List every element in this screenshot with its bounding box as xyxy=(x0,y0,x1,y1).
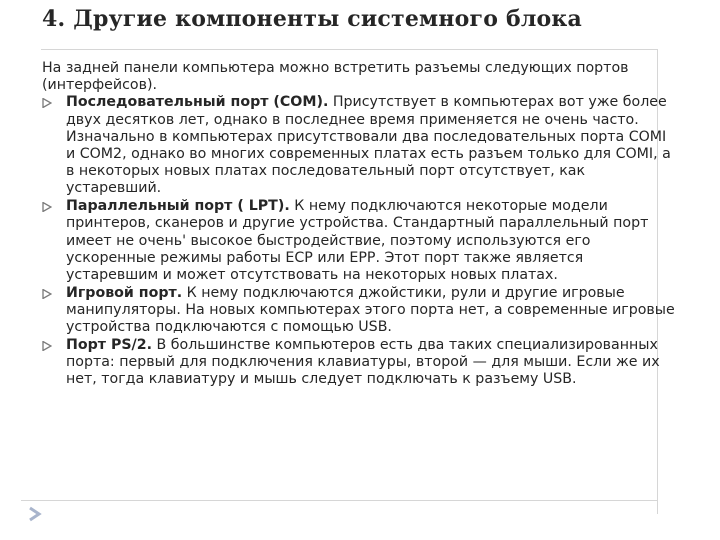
bullet-text: К нему подключаются джойстики, рули и другие игровые манипуляторы. На новых компьютерах этого порта нет, а современные игровые устройства подключаются с помощью USB. xyxy=(66,284,675,336)
bullet-lpt-port xyxy=(42,198,676,284)
bullet-term: Последовательный порт (COM). xyxy=(66,94,329,111)
triangle-bullet-icon xyxy=(42,341,52,351)
bullet-term: Параллельный порт ( LPT). xyxy=(66,198,290,215)
slide-nav-arrow-icon[interactable] xyxy=(24,503,46,525)
title-divider xyxy=(41,49,657,50)
bullet-list xyxy=(42,94,676,388)
triangle-bullet-icon xyxy=(42,202,52,212)
slide-title: 4. Другие компоненты системного блока xyxy=(42,6,582,32)
triangle-bullet-icon xyxy=(42,289,52,299)
bullet-com-port xyxy=(42,94,676,197)
bottom-frame-line xyxy=(21,500,658,501)
bullet-game-port xyxy=(42,285,676,337)
intro-paragraph: На задней панели компьютера можно встретить разъемы следующих портов (интерфейсов). xyxy=(42,60,629,94)
bullet-ps2-port xyxy=(42,337,676,389)
slide-body xyxy=(42,60,676,389)
triangle-bullet-icon xyxy=(42,98,52,108)
bullet-text: В большинстве компьютеров есть два таких специализированных порта: первый для подключения клавиатуры, второй — для мыши. Если же их нет, тогда клавиатуру и мышь следует подключать к разъему USB. xyxy=(66,336,660,388)
bullet-text: Присутствует в компьютерах вот уже более двух десятков лет, однако в последнее время применяется не очень часто. Изначально в компьютерах присутствовали два последовательных порта COMI и COM2, однако во многих современных платах есть разъем только для COMI, а в некоторых новых платах последовательный порт отсутствует, как устаревший. xyxy=(66,94,671,197)
bullet-term: Порт PS/2. xyxy=(66,336,152,353)
bullet-term: Игровой порт. xyxy=(66,284,183,301)
bullet-text: К нему подключаются некоторые модели принтеров, сканеров и другие устройства. Стандартный параллельный порт имеет не очень' высокое быстродействие, поэтому используются его ускоренные режимы работы ЕСР или ЕРР. Этот порт также является устаревшим и может отсутствовать на некоторых новых платах. xyxy=(66,198,649,283)
